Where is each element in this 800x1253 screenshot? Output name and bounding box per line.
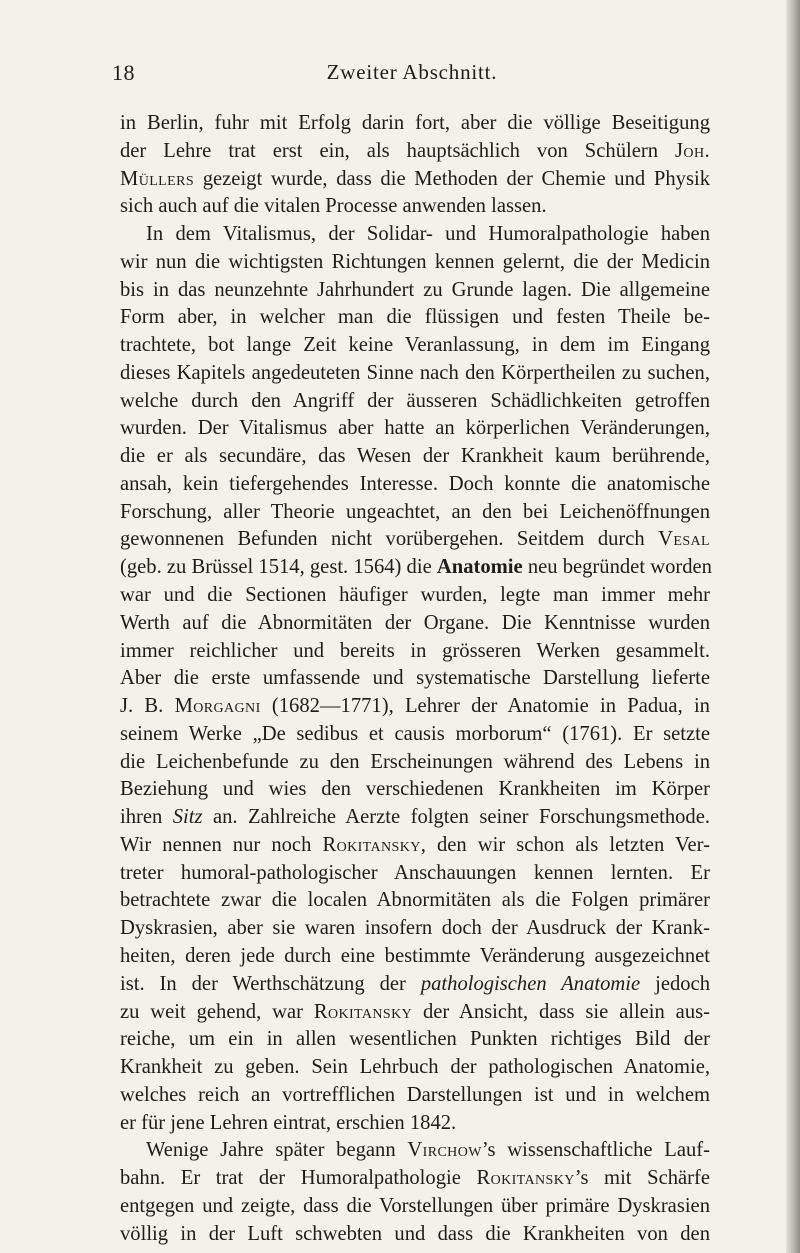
text-segment: Wenige Jahre später begann [146, 1139, 408, 1162]
author-name: Vesal [658, 528, 710, 551]
text-segment: immer reichlicher und bereits in grösseren Werken gesammelt. [120, 639, 710, 662]
text-segment: J. B. [120, 695, 175, 718]
text-line [120, 360, 710, 388]
text-line [120, 388, 710, 416]
text-segment: dieses Kapitels angedeuteten Sinne nach den Körpertheilen zu suchen, [120, 361, 710, 384]
text-line [120, 277, 710, 305]
text-segment: (1682—1771), Lehrer der Anatomie in Padua, in [260, 695, 710, 718]
text-line [120, 915, 710, 943]
text-segment: Form aber, in welcher man die flüssigen und festen Theile be- [120, 306, 710, 329]
text-line [120, 1054, 710, 1082]
text-segment: zu weit gehend, war [120, 1000, 314, 1023]
author-name: Virchow [407, 1139, 482, 1162]
text-line [120, 610, 710, 638]
text-line [120, 1026, 710, 1054]
text-segment: bis in das neunzehnte Jahrhundert zu Grunde lagen. Die allgemeine [120, 278, 710, 301]
text-line [120, 665, 710, 693]
text-line [120, 1110, 710, 1138]
text-line [120, 804, 710, 832]
text-line [120, 860, 710, 888]
text-segment: Aber die erste umfassende und systematische Darstellung lieferte [120, 667, 710, 690]
text-line [120, 1137, 710, 1165]
text-segment: welche durch den Angriff der äusseren Schädlichkeiten getroffen [120, 389, 710, 412]
text-segment: entgegen und zeigte, dass die Vorstellungen über primäre Dyskrasien [120, 1194, 710, 1217]
text-segment: (geb. zu Brüssel 1514, gest. 1564) die [120, 556, 437, 579]
text-segment: seinem Werke „De sedibus et causis morborum“ (1761). Er setzte [120, 722, 710, 745]
text-segment: Dyskrasien, aber sie waren insofern doch der Ausdruck der Krank- [120, 917, 710, 940]
text-segment: ’s mit Schärfe [574, 1167, 710, 1190]
text-segment: Werth auf die Abnormitäten der Organe. Die Kenntnisse wurden [120, 611, 710, 634]
text-segment: ansah, kein tiefergehendes Interesse. Doch konnte die anatomische [120, 472, 710, 495]
text-line [120, 471, 710, 499]
text-segment: er für jene Lehren eintrat, erschien 1842. [120, 1111, 457, 1134]
text-segment: neu begründet worden [522, 556, 712, 579]
text-segment: bahn. Er trat der Humoralpathologie [120, 1167, 477, 1190]
text-segment: ist. In der Werthschätzung der [120, 972, 421, 995]
text-line [120, 749, 710, 777]
text-line [120, 582, 710, 610]
text-line [120, 443, 710, 471]
text-segment: welches reich an vortrefflichen Darstellungen ist und in welchem [120, 1083, 710, 1106]
text-line [120, 638, 710, 666]
emphasis-text: Sitz [172, 806, 203, 829]
text-line [120, 304, 710, 332]
text-line [120, 249, 710, 277]
text-segment: die Leichenbefunde zu den Erscheinungen während des Lebens in [120, 750, 710, 773]
text-line [120, 193, 710, 221]
text-line [120, 1221, 710, 1249]
text-line [120, 1193, 710, 1221]
text-segment: in Berlin, fuhr mit Erfolg darin fort, aber die völlige Beseitigung [120, 112, 710, 134]
text-line [120, 1165, 710, 1193]
text-line [120, 832, 710, 860]
text-segment: trachtete, bot lange Zeit keine Veranlassung, in dem im Eingang [120, 334, 710, 357]
emphasis-text: pathologischen Anatomie [420, 972, 641, 995]
text-segment: treter humoral-pathologischer Anschauungen kennen lernten. Er [120, 861, 710, 884]
page-edge [786, 0, 800, 1253]
text-segment: betrachtete zwar die localen Abnormitäten als die Folgen primärer [120, 889, 710, 912]
text-segment: Krankheit zu geben. Sein Lehrbuch der pathologischen Anatomie, [120, 1056, 710, 1079]
text-line [120, 138, 710, 166]
text-segment: , den wir schon als letzten Ver- [420, 833, 710, 856]
page-header [112, 60, 712, 94]
text-line [120, 999, 710, 1027]
text-segment: sich auch auf die vitalen Processe anwenden lassen. [120, 195, 547, 218]
text-line [120, 526, 710, 554]
author-name: Müllers [120, 167, 195, 190]
body-text [120, 110, 710, 1248]
text-segment: In dem Vitalismus, der Solidar- und Humoralpathologie haben [146, 223, 710, 246]
text-segment: Forschung, aller Theorie ungeachtet, an den bei Leichenöffnungen [120, 500, 710, 523]
text-segment: ihren [120, 806, 173, 829]
text-segment: völlig in der Luft schwebten und dass die Krankheiten von den [120, 1222, 710, 1245]
text-line [120, 776, 710, 804]
text-segment: die er als secundäre, das Wesen der Krankheit kaum berührende, [120, 445, 710, 468]
text-segment: jedoch [640, 972, 710, 995]
text-line [120, 693, 710, 721]
text-line [120, 554, 710, 582]
text-segment: ’s wissenschaftliche Lauf- [481, 1139, 710, 1162]
text-line [120, 332, 710, 360]
author-name: Joh. [675, 139, 710, 162]
running-head: Zweiter Abschnitt. [326, 60, 498, 84]
text-line [120, 110, 710, 138]
text-segment: war und die Sectionen häufiger wurden, legte man immer mehr [120, 584, 710, 607]
page-number: 18 [112, 60, 135, 85]
text-segment: der Lehre trat erst ein, als hauptsächlich von Schülern [120, 139, 676, 162]
text-line [120, 499, 710, 527]
text-line [120, 1082, 710, 1110]
text-segment: Wir nennen nur noch [120, 833, 323, 856]
text-segment: gezeigt wurde, dass die Methoden der Chemie und Physik [194, 167, 710, 190]
author-name: Rokitansky [322, 833, 421, 856]
text-line [120, 971, 710, 999]
text-line [120, 887, 710, 915]
text-segment: Beziehung und wies den verschiedenen Krankheiten im Körper [120, 778, 710, 801]
text-segment: gewonnenen Befunden nicht vorübergehen. Seitdem durch [120, 528, 659, 551]
text-segment: wir nun die wichtigsten Richtungen kennen gelernt, die der Medicin [120, 250, 710, 273]
author-name: Rokitansky [313, 1000, 413, 1023]
author-name: Morgagni [174, 695, 261, 718]
text-line [120, 721, 710, 749]
text-line [120, 166, 710, 194]
author-name: Rokitansky [476, 1167, 575, 1190]
emphasis-text: Anatomie [436, 556, 523, 579]
text-segment: der Ansicht, dass sie allein aus- [412, 1000, 710, 1023]
text-segment: heiten, deren jede durch eine bestimmte Veränderung ausgezeichnet [120, 944, 710, 967]
text-line [120, 943, 710, 971]
text-line [120, 221, 710, 249]
text-segment: an. Zahlreiche Aerzte folgten seiner Forschungsmethode. [202, 806, 710, 829]
text-segment: wurden. Der Vitalismus aber hatte an körperlichen Veränderungen, [120, 417, 710, 440]
text-segment: reiche, um ein in allen wesentlichen Punkten richtiges Bild der [120, 1028, 710, 1051]
text-line [120, 415, 710, 443]
